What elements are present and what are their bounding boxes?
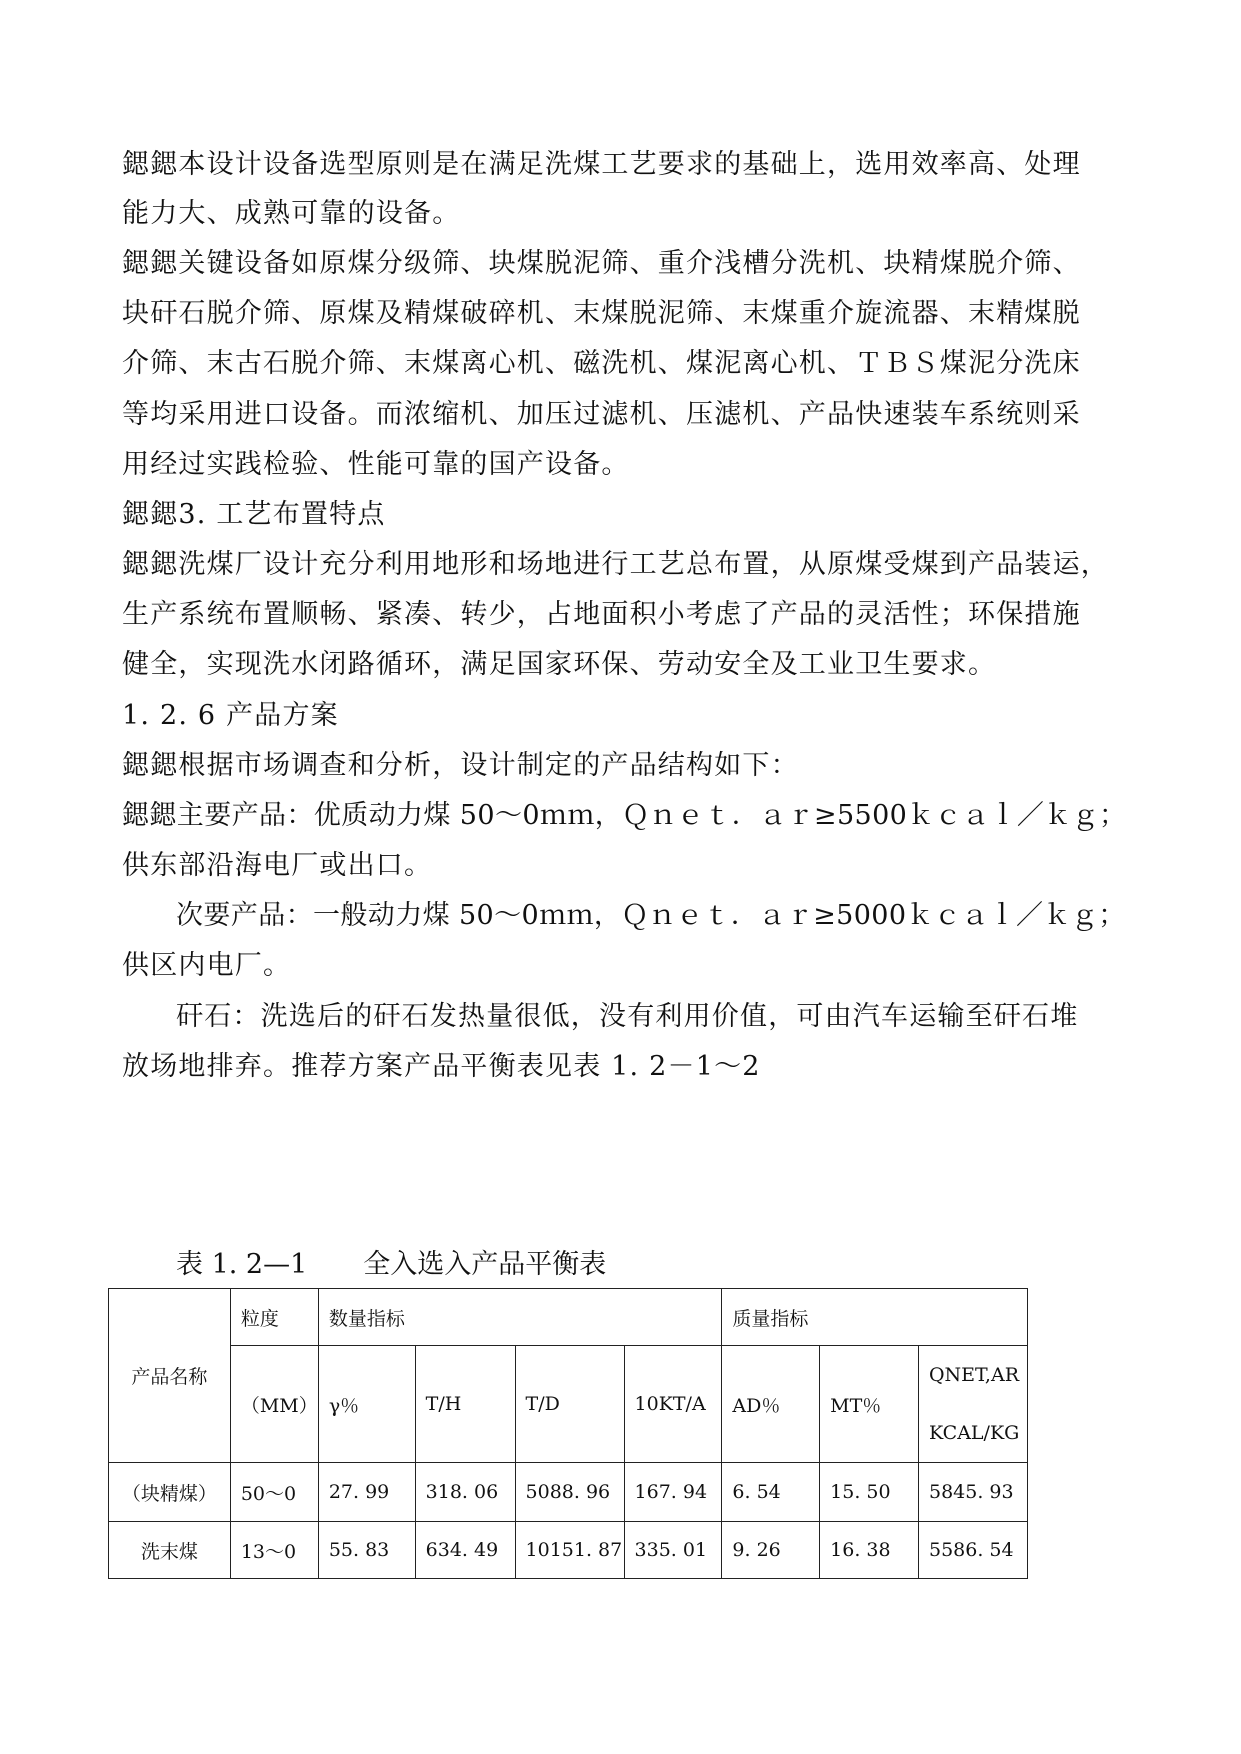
cell-kta: 167. 94	[624, 1463, 722, 1522]
product-balance-table	[108, 1288, 1028, 1579]
table-row	[109, 1522, 1028, 1579]
section-heading: 鍶鍶3. 工艺布置特点	[122, 499, 386, 530]
header-ad: AD％	[722, 1346, 820, 1463]
table-header-row	[109, 1289, 1028, 1346]
table-caption	[176, 1247, 606, 1283]
header-size: 粒度	[230, 1289, 318, 1346]
paragraph-line: 用经过实践检验、性能可靠的国产设备。	[122, 449, 630, 480]
cell-qnet: 5845. 93	[918, 1463, 1027, 1522]
header-qnet	[918, 1346, 1027, 1463]
paragraph-line: 鍶鍶本设计设备选型原则是在满足洗煤工艺要求的基础上，选用效率高、处理	[122, 149, 1081, 180]
paragraph-line: 放场地排弃。推荐方案产品平衡表见表 1. 2－1～2	[122, 1051, 761, 1082]
table-subheader-row	[109, 1346, 1028, 1463]
header-size-unit: （MM）	[230, 1346, 318, 1463]
cell-td: 10151. 87	[515, 1522, 624, 1579]
paragraph-line: 等均采用进口设备。而浓缩机、加压过滤机、压滤机、产品快速装车系统则采	[122, 399, 1081, 430]
cell-td: 5088. 96	[515, 1463, 624, 1522]
cell-ad: 6. 54	[722, 1463, 820, 1522]
header-qnet-line1: QNET,AR	[928, 1364, 1020, 1386]
cell-th: 634. 49	[415, 1522, 515, 1579]
paragraph-line: 供区内电厂。	[122, 950, 292, 981]
section-heading: 1. 2. 6 产品方案	[122, 700, 339, 731]
header-quantity-group: 数量指标	[318, 1289, 722, 1346]
header-product-name: 产品名称	[109, 1289, 231, 1463]
cell-mt: 15. 50	[820, 1463, 919, 1522]
paragraph-line: 矸石：洗选后的矸石发热量很低，没有利用价值，可由汽车运输至矸石堆	[176, 1001, 1079, 1032]
cell-gamma: 55. 83	[318, 1522, 415, 1579]
header-td: T/D	[515, 1346, 624, 1463]
cell-size: 50～0	[230, 1463, 318, 1522]
table-caption-title: 全入选入产品平衡表	[363, 1249, 607, 1280]
header-th: T/H	[415, 1346, 515, 1463]
paragraph-line: 鍶鍶洗煤厂设计充分利用地形和场地进行工艺总布置，从原煤受煤到产品装运，	[122, 549, 1109, 580]
cell-qnet: 5586. 54	[918, 1522, 1027, 1579]
paragraph-line: 鍶鍶主要产品：优质动力煤 50～0ｍｍ，Ｑｎｅｔ．ａｒ≥5500ｋｃａｌ／ｋｇ；	[122, 800, 1127, 831]
paragraph-line: 健全，实现洗水闭路循环，满足国家环保、劳动安全及工业卫生要求。	[122, 649, 997, 680]
cell-ad: 9. 26	[722, 1522, 820, 1579]
cell-kta: 335. 01	[624, 1522, 722, 1579]
cell-product: （块精煤）	[109, 1463, 231, 1522]
paragraph-line: 介筛、末古石脱介筛、末煤离心机、磁洗机、煤泥离心机、ＴＢＳ煤泥分洗床	[122, 348, 1081, 379]
table-caption-number: 表 1. 2—1	[176, 1249, 308, 1280]
paragraph-line: 能力大、成熟可靠的设备。	[122, 198, 461, 229]
header-gamma: γ％	[318, 1346, 415, 1463]
paragraph-line: 次要产品：一般动力煤 50～0ｍｍ，Ｑｎｅｔ．ａｒ≥5000ｋｃａｌ／ｋｇ；	[176, 900, 1126, 931]
cell-product: 洗末煤	[109, 1522, 231, 1579]
paragraph-line: 块矸石脱介筛、原煤及精煤破碎机、末煤脱泥筛、末煤重介旋流器、末精煤脱	[122, 298, 1081, 329]
header-quality-group: 质量指标	[722, 1289, 1028, 1346]
paragraph-line: 鍶鍶关键设备如原煤分级筛、块煤脱泥筛、重介浅槽分洗机、块精煤脱介筛、	[122, 248, 1081, 279]
cell-mt: 16. 38	[820, 1522, 919, 1579]
paragraph-line: 供东部沿海电厂或出口。	[122, 850, 433, 881]
paragraph-line: 鍶鍶根据市场调查和分析，设计制定的产品结构如下：	[122, 750, 799, 781]
cell-gamma: 27. 99	[318, 1463, 415, 1522]
header-mt: MT％	[820, 1346, 919, 1463]
paragraph-line: 生产系统布置顺畅、紧凑、转少，占地面积小考虑了产品的灵活性；环保措施	[122, 599, 1081, 630]
cell-size: 13～0	[230, 1522, 318, 1579]
cell-th: 318. 06	[415, 1463, 515, 1522]
header-kta: 10KT/A	[624, 1346, 722, 1463]
header-qnet-line2: KCAL/KG	[928, 1422, 1020, 1444]
table-row	[109, 1463, 1028, 1522]
